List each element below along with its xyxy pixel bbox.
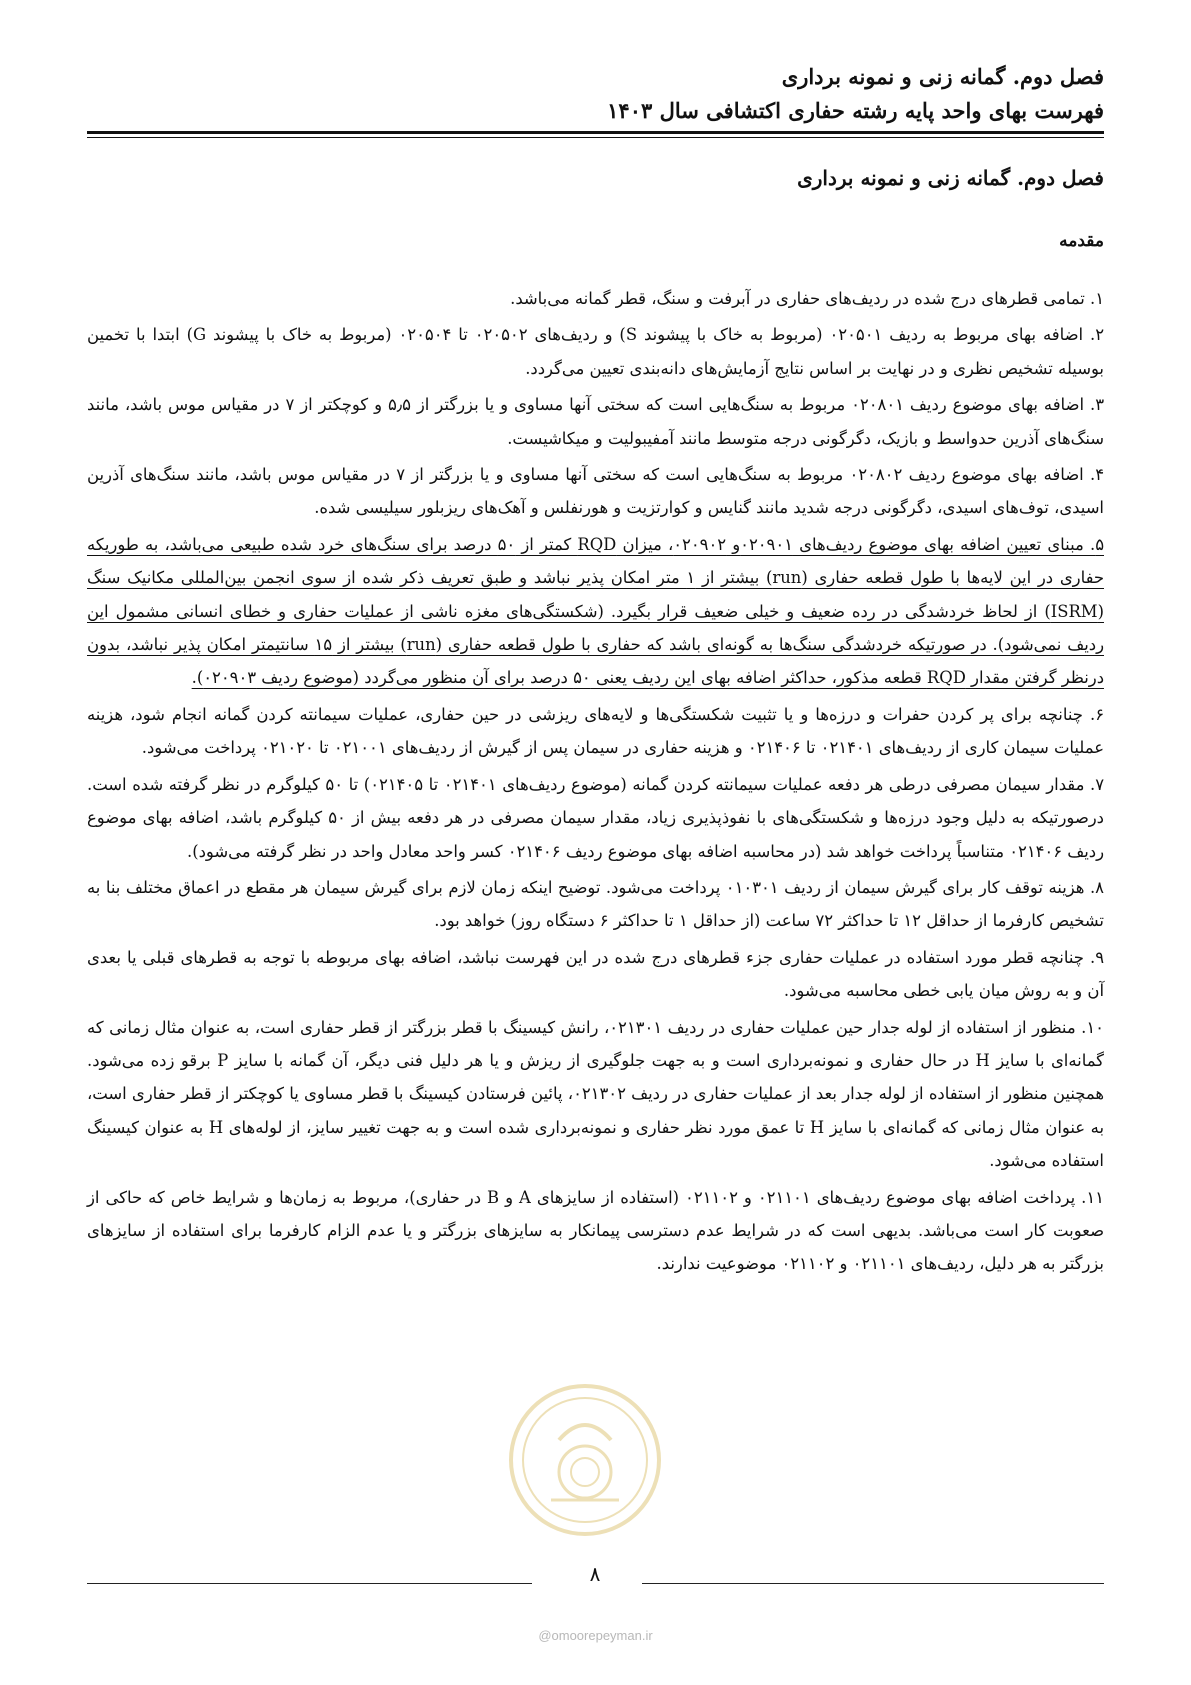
watermark-text: @omoorepeyman.ir [538,1628,653,1643]
watermark-seal-logo [505,1380,665,1540]
page-number: ۸ [589,1562,601,1586]
header-rule-thick [87,131,1104,134]
paragraph-1: ۱. تمامی قطرهای درج شده در ردیف‌های حفاری در آبرفت و سنگ، قطر گمانه می‌باشد. [510,289,1104,308]
paragraph-2: ۲. اضافه بهای مربوط به ردیف ۰۲۰۵۰۱ (مربوط به خاک با پیشوند S) و ردیف‌های ۰۲۰۵۰۲ تا ۰۲۰۵۰۴ (مربوط به خاک با پیشوند G) ابتدا با تخمین بوسیله تشخیص نظری و در نهایت بر اساس نتایج آزمایش‌های دانه‌بندی تعیین می‌گردد. [87,325,1104,378]
header-rule-thin [87,137,1104,138]
header-document-title: فهرست بهای واحد پایه رشته حفاری اکتشافی سال ۱۴۰۳ [607,98,1104,123]
page-header [87,60,1104,128]
paragraph-9: ۹. چنانچه قطر مورد استفاده در عملیات حفاری جزء قطرهای درج شده در این فهرست نباشد، اضافه بهای مربوطه با توجه به قطرهای قبلی یا بعدی آن و به روش میان یابی خطی محاسبه می‌شود. [87,947,1104,1001]
header-chapter-title: فصل دوم. گمانه زنی و نمونه برداری [781,64,1104,89]
paragraph-8: ۸. هزینه توقف کار برای گیرش سیمان از ردیف ۰۱۰۳۰۱ پرداخت می‌شود. توضیح اینکه زمان لازم برای گیرش سیمان هر مقطع در اعماق مختلف بنا به تشخیص کارفرما از حداقل ۱۲ تا حداکثر ۷۲ ساعت (از حداقل ۱ تا حداکثر ۶ دستگاه روز) خواهد بود. [87,877,1104,931]
paragraph-10: ۱۰. منظور از استفاده از لوله جدار حین عملیات حفاری در ردیف ۰۲۱۳۰۱، رانش کیسینگ با قطر بزرگتر از قطر حفاری است، به عنوان مثال زمانی که گمانه‌ای با سایز H در حال حفاری و نمونه‌برداری است و به جهت جلوگیری از ریزش و یا هر دلیل فنی دیگر، آن گمانه با سایز P برقو زده می‌شود. همچنین منظور از استفاده از لوله جدار بعد از عملیات حفاری در ردیف ۰۲۱۳۰۲، پائین فرستادن کیسینگ با قطر مساوی یا کوچکتر از قطر حفاری است، به عنوان مثال زمانی که گمانه‌ای با سایز H تا عمق مورد نظر حفاری و نمونه‌برداری شده است و به جهت تغییر سایز، از لوله‌های H به عنوان کیسینگ استفاده می‌شود. [87,1017,1105,1171]
footer-rule-right [642,1583,1104,1584]
paragraph-7: ۷. مقدار سیمان مصرفی درطی هر دفعه عملیات سیمانته کردن گمانه (موضوع ردیف‌های ۰۲۱۴۰۱ تا ۰۲۱۴۰۵) تا ۵۰ کیلوگرم در نظر گرفته شده است. درصورتیکه به دلیل وجود درزه‌ها و شکستگی‌های با نفوذپذیری زیاد، مقدار سیمان مصرفی در هر دفعه بیش از ۵۰ کیلوگرم باشد، اضافه بهای موضوع ردیف ۰۲۱۴۰۶ متناسباً پرداخت خواهد شد (در محاسبه اضافه بهای موضوع ردیف ۰۲۱۴۰۶ کسر واحد معادل واحد در نظر گرفته می‌شود). [87,774,1104,861]
intro-heading: مقدمه [1059,231,1104,251]
paragraph-6: ۶. چنانچه برای پر کردن حفرات و درزه‌ها و یا تثبیت شکستگی‌ها و لایه‌های ریزشی در حین حفاری، عملیات سیمانته کردن گمانه انجام شود، هزینه عملیات سیمان کاری از ردیف‌های ۰۲۱۴۰۱ تا ۰۲۱۴۰۶ و هزینه حفاری در سیمان پس از گیرش از ردیف‌های ۰۲۱۰۰۱ تا ۰۲۱۰۲۰ پرداخت می‌شود. [87,704,1104,758]
paragraph-4: ۴. اضافه بهای موضوع ردیف ۰۲۰۸۰۲ مربوط به سنگ‌هایی است که سختی آنها مساوی و یا بزرگتر از ۷ در مقیاس موس باشد، مانند سنگ‌های آذرین اسیدی، توف‌های اسیدی، دگرگونی درجه شدید مانند گنایس و کوارتزیت و هورنفلس و آهک‌های ریزبلور سیلیسی شده. [87,465,1104,518]
paragraph-5-underlined: ۵. مبنای تعیین اضافه بهای موضوع ردیف‌های ۰۲۰۹۰۱و ۰۲۰۹۰۲، میزان RQD کمتر از ۵۰ درصد برای سنگ‌های خرد شده طبیعی می‌باشد، به طوریکه حفاری در این لایه‌ها با طول قطعه حفاری (run) بیشتر از ۱ متر امکان پذیر نباشد و طبق تعریف ذکر شده از سوی انجمن بین‌المللی مکانیک سنگ (ISRM) از لحاظ خردشدگی در رده ضعیف و خیلی ضعیف قرار بگیرد. (شکستگی‌های مغزه ناشی از عملیات حفاری و خطای انسانی مشمول این ردیف نمی‌شود). در صورتیکه خردشدگی سنگ‌ها به گونه‌ای باشد که حفاری با طول قطعه حفاری (run) بیشتر از ۱۵ سانتیمتر امکان پذیر نباشد، بدون درنظر گرفتن مقدار RQD قطعه مذکور، حداکثر اضافه بهای این ردیف یعنی ۵۰ درصد برای آن منظور می‌گردد (موضوع ردیف ۰۲۰۹۰۳). [87,534,1104,688]
body-text [87,282,1104,1284]
paragraph-11: ۱۱. پرداخت اضافه بهای موضوع ردیف‌های ۰۲۱۱۰۱ و ۰۲۱۱۰۲ (استفاده از سایزهای A و B در حفاری)، مربوط به زمان‌ها و شرایط خاص که حاکی از صعوبت کار است می‌باشد. بدیهی است که در شرایط عدم دسترسی پیمانکار به سایزهای بزرگتر و یا عدم الزام کارفرما برای استفاده از سایزهای بزرگتر به هر دلیل، ردیف‌های ۰۲۱۱۰۱ و ۰۲۱۱۰۲ موضوعیت ندارند. [87,1187,1104,1274]
paragraph-3: ۳. اضافه بهای موضوع ردیف ۰۲۰۸۰۱ مربوط به سنگ‌هایی است که سختی آنها مساوی و یا بزرگتر از ۵٫۵ و کوچکتر از ۷ در مقیاس موس باشد، مانند سنگ‌های آذرین حدواسط و بازیک، دگرگونی درجه متوسط مانند آمفیبولیت و میکاشیست. [87,395,1105,448]
section-title: فصل دوم. گمانه زنی و نمونه برداری [797,166,1104,190]
footer-rule-left [87,1583,532,1584]
